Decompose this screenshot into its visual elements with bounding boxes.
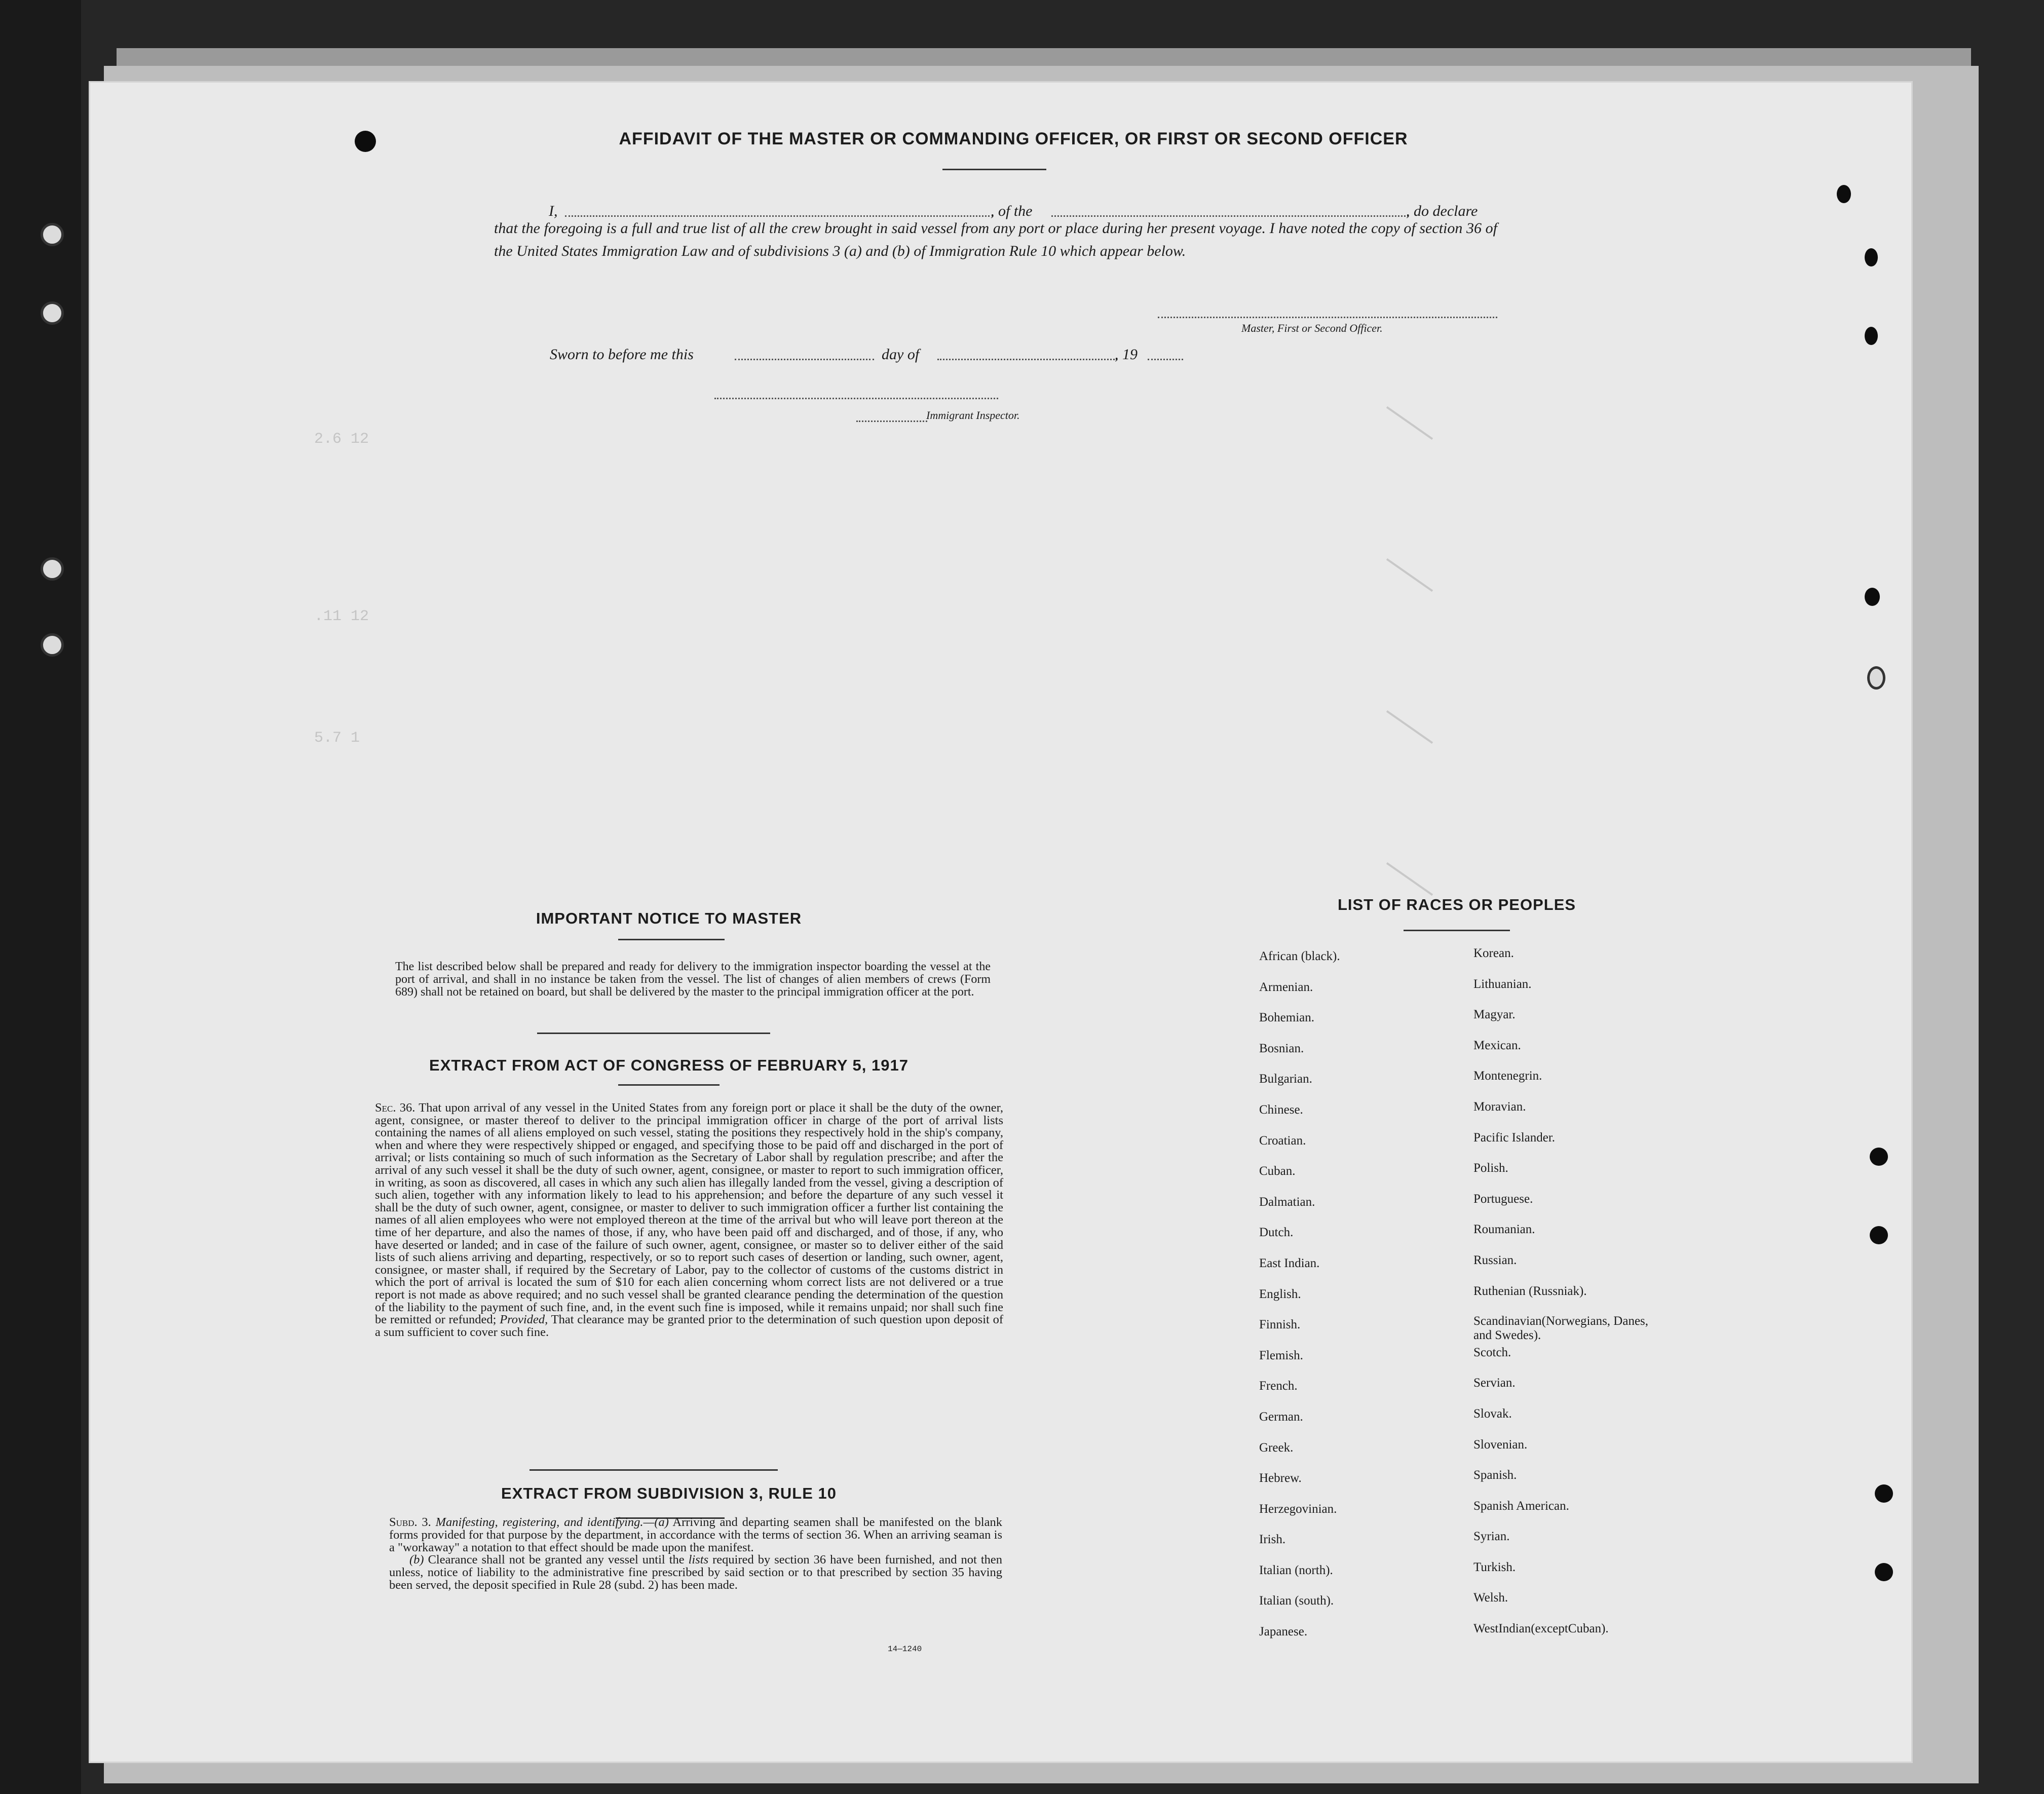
part-b-text: Clearance shall not be granted any vessel until the bbox=[428, 1553, 685, 1567]
binder-ring-hole bbox=[1867, 666, 1885, 690]
race-item: Ruthenian (Russniak). bbox=[1473, 1284, 1587, 1298]
race-item: Chinese. bbox=[1259, 1102, 1303, 1117]
binder-ring-hole bbox=[41, 633, 64, 657]
act-extract-body bbox=[355, 1102, 1003, 1339]
inspector-signature-field[interactable] bbox=[714, 398, 998, 399]
race-item: East Indian. bbox=[1259, 1256, 1320, 1270]
inspector-caption: Immigrant Inspector. bbox=[926, 409, 1020, 422]
officer-signature-field[interactable] bbox=[1158, 317, 1497, 318]
races-right-column bbox=[1473, 946, 1666, 1652]
punch-hole bbox=[1875, 1563, 1893, 1581]
race-item: Portuguese. bbox=[1473, 1192, 1533, 1206]
race-item: Bosnian. bbox=[1259, 1041, 1304, 1055]
race-item: Roumanian. bbox=[1473, 1223, 1535, 1237]
part-b-text-cont: required by section 36 have been furnished, and not then unless, notice of liability to the administrative fine prescribed by said section or to that prescribed by section 35 having been served, the deposit specified in Rule 28 (subd. 2) has been made. bbox=[389, 1553, 1002, 1592]
sworn-day-field[interactable] bbox=[735, 359, 874, 360]
race-item: Slovak. bbox=[1473, 1406, 1512, 1421]
rule-extract-body bbox=[369, 1516, 1002, 1592]
notice-underline bbox=[618, 939, 725, 940]
binder-strip bbox=[0, 0, 81, 1794]
subdivision-heading: Manifesting, registering, and identifying. bbox=[435, 1515, 644, 1529]
year-label: , 19 bbox=[1115, 346, 1138, 363]
affidavit-title: AFFIDAVIT OF THE MASTER OR COMMANDING OFFICER, OR FIRST OR SECOND OFFICER bbox=[619, 129, 1408, 148]
day-of-label: day of bbox=[882, 346, 920, 363]
notice-title: IMPORTANT NOTICE TO MASTER bbox=[536, 909, 802, 927]
race-item: German. bbox=[1259, 1409, 1303, 1424]
race-item: African (black). bbox=[1259, 949, 1340, 963]
race-item: Italian (north). bbox=[1259, 1563, 1333, 1577]
race-item: Welsh. bbox=[1473, 1591, 1508, 1605]
race-item: Dalmatian. bbox=[1259, 1195, 1315, 1209]
race-item: Spanish. bbox=[1473, 1468, 1517, 1482]
race-item: Spanish American. bbox=[1473, 1499, 1569, 1513]
race-item: Polish. bbox=[1473, 1161, 1508, 1175]
punch-hole bbox=[355, 131, 376, 152]
officer-signature-caption: Master, First or Second Officer. bbox=[1241, 322, 1383, 334]
race-item: Servian. bbox=[1473, 1376, 1516, 1390]
race-item: Italian (south). bbox=[1259, 1594, 1334, 1608]
punch-hole bbox=[1865, 327, 1878, 345]
subdivision-label: Subd. 3. bbox=[389, 1515, 431, 1529]
declarant-label: I, bbox=[549, 203, 558, 219]
sworn-year-field[interactable] bbox=[1148, 359, 1183, 360]
punch-hole bbox=[1837, 185, 1851, 203]
race-item: Scotch. bbox=[1473, 1345, 1511, 1359]
punch-hole bbox=[1870, 1148, 1888, 1166]
race-item: English. bbox=[1259, 1287, 1301, 1301]
race-item: Magyar. bbox=[1473, 1008, 1516, 1022]
race-item: Bohemian. bbox=[1259, 1011, 1315, 1025]
inspector-signature-field[interactable] bbox=[856, 421, 927, 422]
declare-label: , do declare bbox=[1406, 203, 1478, 219]
race-item: Cuban. bbox=[1259, 1164, 1296, 1178]
punch-hole bbox=[1865, 248, 1878, 266]
races-left-column bbox=[1259, 949, 1340, 1655]
race-item: Mexican. bbox=[1473, 1038, 1521, 1052]
bleed-through-mark: .11 12 bbox=[314, 608, 369, 625]
binder-ring-hole bbox=[41, 223, 64, 246]
race-item: French. bbox=[1259, 1379, 1298, 1393]
race-item: Herzegovinian. bbox=[1259, 1502, 1337, 1516]
races-underline bbox=[1404, 930, 1510, 931]
race-item: Irish. bbox=[1259, 1533, 1286, 1547]
notice-body: The list described below shall be prepared and ready for delivery to the immigration inspector boarding the vessel at the port of arrival, and shall in no instance be taken from the vessel. The list of changes of alien members of crews (Form 689) shall not be retained on board, but shall be delivered by the master to the principal immigration officer at the port. bbox=[395, 960, 991, 999]
rule-extract-title: EXTRACT FROM SUBDIVISION 3, RULE 10 bbox=[501, 1484, 837, 1502]
race-item: Pacific Islander. bbox=[1473, 1130, 1556, 1144]
race-item: Turkish. bbox=[1473, 1560, 1516, 1574]
affidavit-body: that the foregoing is a full and true list of all the crew brought in said vessel from any port or place during her present voyage. I have noted the copy of section 36 of the United States Immigration Law and of subdivisions 3 (a) and (b) of Immigration Rule 10 which appear below. bbox=[494, 220, 1497, 259]
part-b-lists: lists bbox=[688, 1553, 709, 1567]
race-item: Bulgarian. bbox=[1259, 1072, 1312, 1086]
title-underline bbox=[942, 169, 1046, 170]
race-item: Korean. bbox=[1473, 946, 1514, 960]
act-extract-underline bbox=[618, 1084, 720, 1086]
bleed-through-mark: 2.6 12 bbox=[314, 431, 369, 448]
bleed-through-mark: 5.7 1 bbox=[314, 730, 360, 747]
sworn-month-field[interactable] bbox=[937, 359, 1117, 360]
race-item: Slovenian. bbox=[1473, 1437, 1528, 1452]
race-item: Croatian. bbox=[1259, 1133, 1306, 1148]
race-item: Russian. bbox=[1473, 1253, 1517, 1267]
race-item: Moravian. bbox=[1473, 1099, 1526, 1114]
binder-ring-hole bbox=[41, 557, 64, 581]
race-item: Flemish. bbox=[1259, 1348, 1303, 1362]
part-b-label: (b) bbox=[409, 1553, 424, 1567]
punch-hole bbox=[1870, 1226, 1888, 1244]
part-a-text: Arriving and departing seamen shall be manifested on the blank forms provided for that purpose by the department, in accordance with the terms of section 36. When an arriving seaman is a "workaway" a notation to that effect should be made upon the manifest. bbox=[389, 1515, 1002, 1554]
punch-hole bbox=[1875, 1484, 1893, 1503]
sworn-label: Sworn to before me this bbox=[550, 346, 694, 363]
proviso-text: That clearance may be granted prior to the determination of such question upon deposit of a sum sufficient to cover such fine. bbox=[375, 1313, 1004, 1339]
form-number: 14—1240 bbox=[888, 1645, 922, 1654]
race-item: Lithuanian. bbox=[1473, 977, 1532, 991]
section-divider bbox=[537, 1033, 770, 1034]
race-item: Hebrew. bbox=[1259, 1471, 1302, 1485]
race-item: WestIndian(exceptCuban). bbox=[1473, 1622, 1609, 1636]
race-item: Syrian. bbox=[1473, 1530, 1510, 1544]
race-item: Finnish. bbox=[1259, 1318, 1301, 1332]
section-36-text: That upon arrival of any vessel in the United States from any foreign port or place it shall be the duty of the owner, agent, consignee, or master thereof to deliver to the principal immigration officer in charge of the port of arrival lists containing the names of all aliens employed on such vessel, stating the positions they respectively hold in the ship's company, when and where they were respectively shipped or engaged, and specifying those to be paid off and discharged in the port of arrival; or lists containing so much of such information as the Secretary of Labor shall by regulation prescribe; and after the arrival of any such vessel it shall be the duty of such owner, agent, consignee, or master to report to such immigration officer, in writing, as soon as discovered, all cases in which any such alien has illegally landed from the vessel, giving a description of such alien, together with any information likely to lead to his apprehension; and before the departure of any such vessel it shall be the duty of such owner, agent, consignee, or master to deliver to such immigration officer a further list containing the names of all alien employees who were not employed thereon at the time of the arrival but who will leave port thereon at the time of her departure, and also the names of those, if any, who have been paid off and discharged, and of those, if any, who have deserted or landed; and in case of the failure of such owner, agent, consignee, or master so to deliver either of the said lists of such aliens arriving and departing, respectively, or so to report such cases of desertion or landing, such owner, agent, consignee, or master shall, if required by the Secretary of Labor, pay to the collector of customs of the customs district in which the port of arrival is located the sum of $10 for each alien concerning whom correct lists are not delivered or a true report is not made as above required; and no such vessel shall be granted clearance pending the determination of the question of the liability to the payment of such fine, and, in the event such fine is imposed, while it remains unpaid; nor shall such fine be remitted or refunded; bbox=[375, 1101, 1003, 1327]
race-item: Dutch. bbox=[1259, 1226, 1294, 1240]
race-item: Montenegrin. bbox=[1473, 1069, 1542, 1083]
races-title: LIST OF RACES OR PEOPLES bbox=[1337, 896, 1576, 913]
race-item: Armenian. bbox=[1259, 980, 1313, 994]
punch-hole bbox=[1865, 588, 1880, 606]
section-label: Sec. 36. bbox=[375, 1101, 415, 1115]
binder-ring-hole bbox=[41, 301, 64, 325]
proviso-label: Provided, bbox=[500, 1313, 548, 1327]
race-item: Greek. bbox=[1259, 1440, 1294, 1455]
race-item: Scandinavian(Norwegians, Danes, and Swedes). bbox=[1473, 1314, 1649, 1343]
vessel-label: , of the bbox=[991, 203, 1033, 219]
race-item: Japanese. bbox=[1259, 1625, 1308, 1639]
act-extract-title: EXTRACT FROM ACT OF CONGRESS OF FEBRUARY 5, 1917 bbox=[429, 1056, 909, 1074]
section-divider bbox=[529, 1469, 778, 1471]
part-a-label: —(a) bbox=[643, 1515, 669, 1529]
